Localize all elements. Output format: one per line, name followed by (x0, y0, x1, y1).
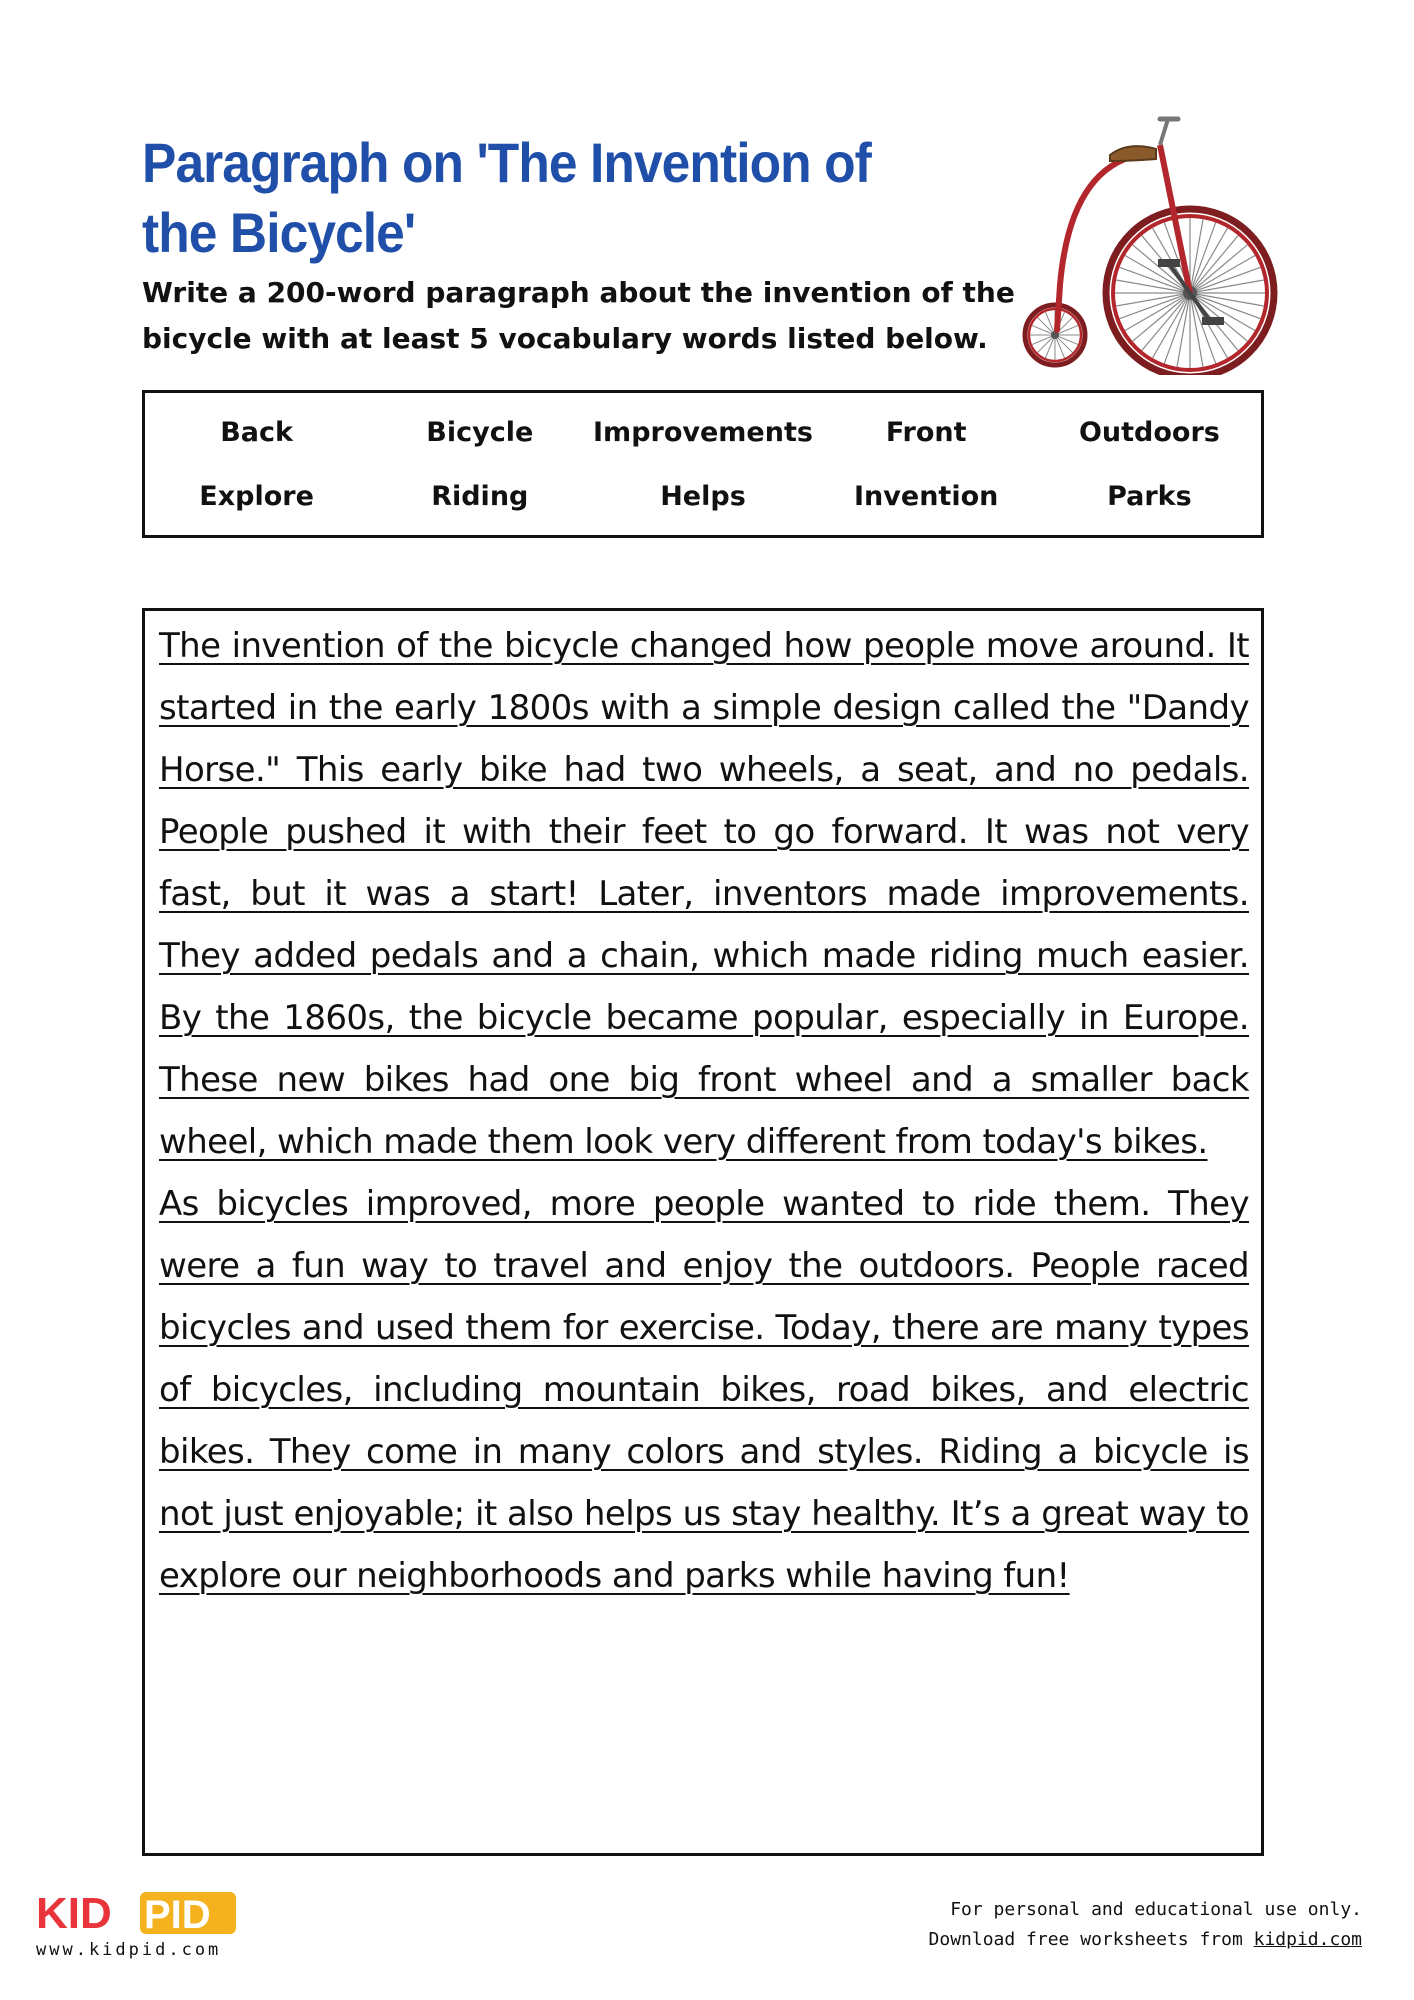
passage-paragraph-2: As bicycles improved, more people wanted to ride them. They were a fun way to travel and enjoy the outdoors. People raced bicycles and used them for exercise. Today, there are many types of bicycles, including mountain bikes, road bikes, and electric bikes. They come in many colors and styles. Riding a bicycle is not just enjoyable; it also helps us stay healthy. It’s a great way to explore our neighborhoods and parks while having fun! (159, 1184, 1249, 1596)
worksheet-instructions: Write a 200-word paragraph about the invention of the bicycle with at least 5 vocabulary words listed below. (142, 276, 1015, 355)
penny-farthing-bicycle-illustration (1010, 115, 1295, 375)
footer-note (929, 1895, 1362, 1955)
footer-note-prefix: Download free worksheets from (928, 1929, 1254, 1950)
passage-paragraph-1: The invention of the bicycle changed how people move around. It started in the early 1800s with a simple design called the "Dandy Horse." This early bike had two wheels, a seat, and no pedals. People pushed it with their feet to go forward. It was not very fast, but it was a start! Later, inventors made improvements. They added pedals and a chain, which made riding much easier. By the 1860s, the bicycle became popular, especially in Europe. These new bikes had one big front wheel and a smaller back wheel, which made them look very different from today's bikes. (159, 626, 1249, 1162)
kidpid-logo (36, 1888, 236, 1938)
logo-text-pid: PID (144, 1893, 211, 1937)
vocabulary-word: Improvements (593, 417, 813, 448)
footer-note-line-1: For personal and educational use only. (950, 1899, 1362, 1920)
worksheet-title: Paragraph on 'The Invention of the Bicycle' (142, 131, 871, 264)
vocabulary-word: Front (885, 417, 967, 448)
vocabulary-word: Riding (431, 481, 529, 512)
vocabulary-word: Explore (199, 481, 314, 512)
vocabulary-word: Outdoors (1078, 417, 1220, 448)
vocabulary-word: Parks (1107, 481, 1192, 512)
vocabulary-box (142, 390, 1264, 538)
footer-kidpid-link[interactable]: kidpid.com (1253, 1929, 1362, 1950)
answer-passage (159, 615, 1249, 1607)
vocabulary-grid (145, 411, 1261, 519)
footer-note-line-2 (929, 1925, 1362, 1955)
logo-text-kid: KID (36, 1889, 112, 1938)
answer-passage-box (142, 608, 1264, 1856)
vocabulary-word: Helps (660, 481, 746, 512)
vocabulary-word: Bicycle (426, 417, 534, 448)
vocabulary-word: Back (220, 417, 293, 448)
logo-url: www.kidpid.com (36, 1940, 222, 1960)
vocabulary-word: Invention (854, 481, 999, 512)
